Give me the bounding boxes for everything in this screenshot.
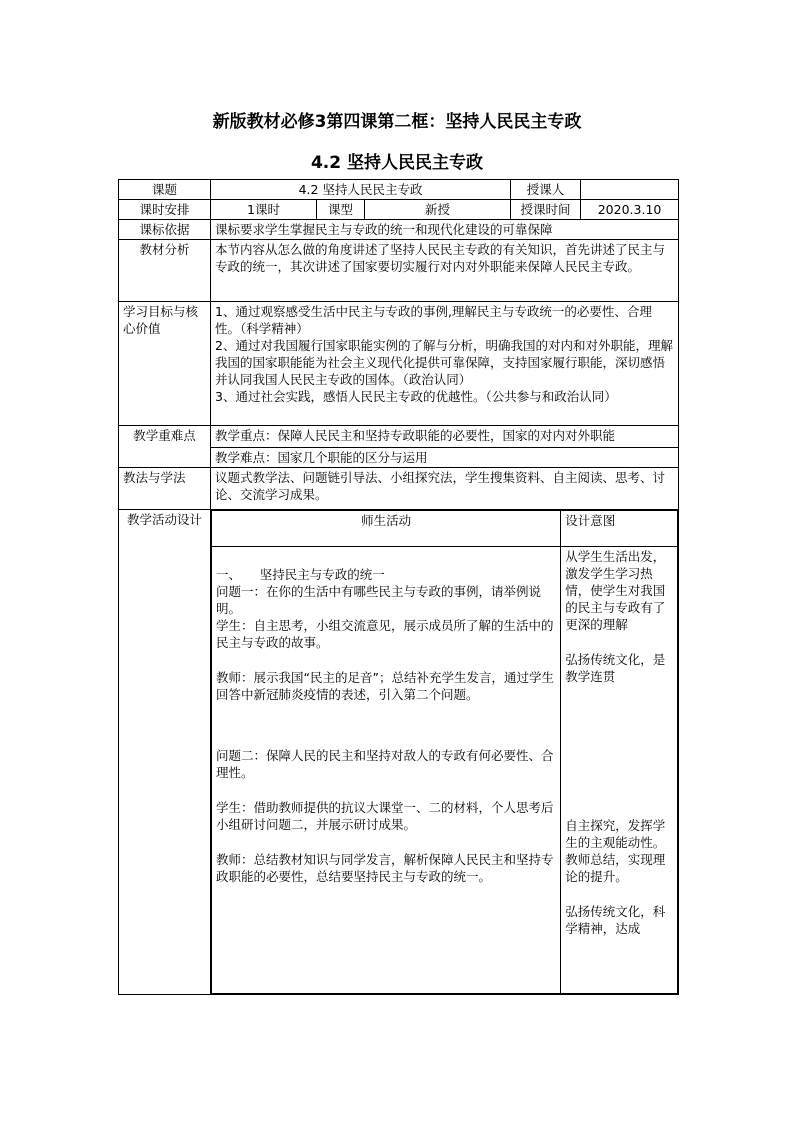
activity-table — [211, 510, 678, 994]
row-analysis — [119, 240, 679, 302]
activity-header-row — [212, 511, 678, 547]
key-point: 教学重点：保障人民民主和坚持专政职能的必要性，国家的对内对外职能 — [211, 426, 679, 448]
teacher-2: 教师：总结教材知识与同学发言，解析保障人民民主和坚持专政职能的必要性，总结要坚持民主与专政的统一。 — [216, 852, 554, 884]
type-label: 课型 — [317, 200, 365, 220]
row-design — [119, 510, 679, 995]
row-method — [119, 468, 679, 510]
row-schedule — [119, 200, 679, 220]
activity-content — [212, 547, 561, 994]
method-value: 议题式教学法、问题链引导法、小组探究法，学生搜集资料、自主阅读、思考、讨论、交流学习成果。 — [211, 468, 679, 510]
student-2: 学生：借助教师提供的抗议大课堂一、二的材料，个人思考后小组研讨问题二，并展示研讨成果。 — [216, 800, 554, 832]
intent-3: 自主探究，发挥学生的主观能动性。教师总结，实现理论的提升。 — [565, 818, 666, 884]
basis-value: 课标要求学生掌握民主与专政的统一和现代化建设的可靠保障 — [211, 220, 679, 240]
goal-2: 2、通过对我国履行国家职能实例的了解与分析，明确我国的对内和对外职能，理解我国的国家职能能为社会主义现代化提供可靠保障，支持国家履行职能，深切感悟并认同我国人民民主专政的国体。（政治认同） — [215, 338, 673, 387]
design-label: 教学活动设计 — [119, 510, 211, 995]
student-1: 学生：自主思考，小组交流意见，展示成员所了解的生活中的民主与专政的故事。 — [216, 618, 554, 650]
document-subtitle: 4.2 坚持人民民主专政 — [310, 153, 484, 173]
date-value: 2020.3.10 — [581, 200, 679, 220]
date-label: 授课时间 — [511, 200, 581, 220]
intent-1: 从学生生活出发，激发学生学习热情，使学生对我国的民主与专政有了更深的理解 — [565, 549, 666, 632]
topic-value: 4.2 坚持人民民主专政 — [211, 180, 511, 200]
row-goals — [119, 302, 679, 426]
method-label: 教法与学法 — [119, 468, 211, 510]
section-1-heading: 一、 坚持民主与专政的统一 — [216, 567, 385, 582]
goal-3: 3、通过社会实践，感悟人民民主专政的优越性。（公共参与和政治认同） — [215, 389, 617, 404]
activity-content-row — [212, 547, 678, 994]
topic-label: 课题 — [119, 180, 211, 200]
question-2: 问题二：保障人民的民主和坚持对敌人的专政有何必要性、合理性。 — [216, 748, 554, 780]
analysis-value: 本节内容从怎么做的角度讲述了坚持人民民主专政的有关知识，首先讲述了民主与专政的统一，其次讲述了国家要切实履行对内对外职能来保障人民民主专政。 — [211, 240, 679, 302]
goal-1: 1、通过观察感受生活中民主与专政的事例,理解民主与专政统一的必要性、合理性。（科学精神） — [215, 304, 652, 336]
question-1: 问题一：在你的生活中有哪些民主与专政的事例，请举例说明。 — [216, 584, 542, 616]
intent-4: 弘扬传统文化，科学精神，达成 — [565, 904, 666, 936]
difficult-point: 教学难点：国家几个职能的区分与运用 — [211, 448, 679, 468]
teacher-1: 教师：展示我国“民主的足音”；总结补充学生发言，通过学生回答中新冠肺炎疫情的表述，引入第二个问题。 — [216, 670, 554, 702]
teacher-label: 授课人 — [511, 180, 581, 200]
analysis-label: 教材分析 — [119, 240, 211, 302]
document-title: 新版教材必修3第四课第二框：坚持人民民主专政 — [212, 112, 582, 132]
row-topic — [119, 180, 679, 200]
intent-2: 弘扬传统文化，是教学连贯 — [565, 652, 666, 684]
row-basis — [119, 220, 679, 240]
activity-header: 师生活动 — [212, 511, 561, 547]
lesson-plan-table — [118, 179, 679, 995]
schedule-label: 课时安排 — [119, 200, 211, 220]
type-value: 新授 — [365, 200, 511, 220]
intent-header: 设计意图 — [561, 511, 678, 547]
schedule-value: 1课时 — [211, 200, 317, 220]
intent-content — [561, 547, 678, 994]
goals-label: 学习目标与核心价值 — [119, 302, 211, 426]
key-label: 教学重难点 — [119, 426, 211, 468]
basis-label: 课标依据 — [119, 220, 211, 240]
goals-value — [211, 302, 679, 426]
row-key-point — [119, 426, 679, 448]
teacher-value — [581, 180, 679, 200]
